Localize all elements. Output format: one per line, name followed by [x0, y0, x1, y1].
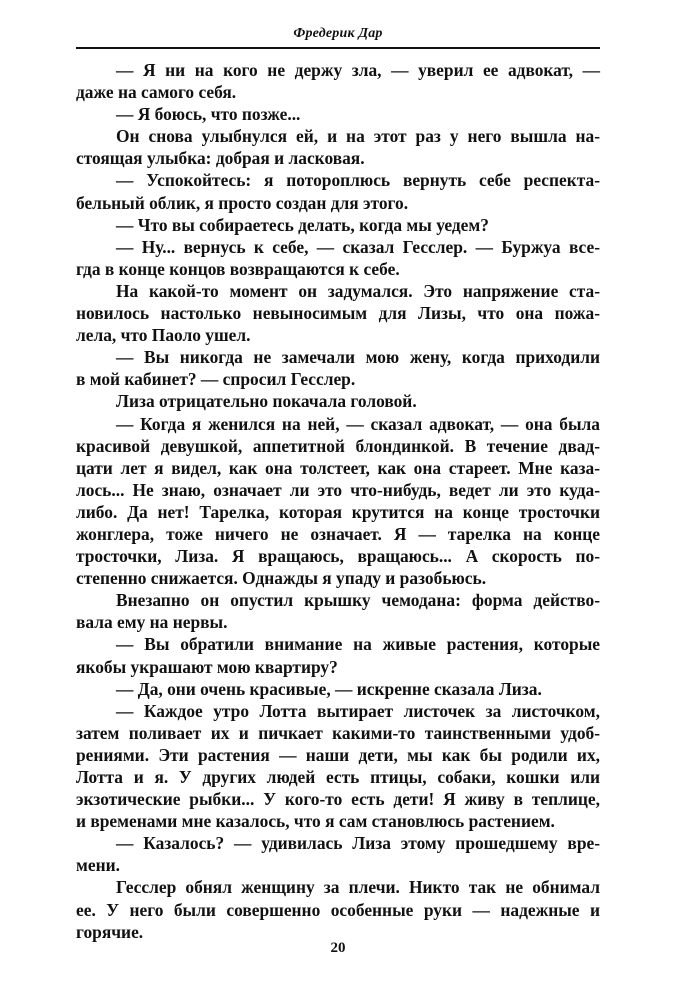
text-line: якобы украшают мою квартиру? — [76, 656, 338, 677]
text-line: цати лет я видел, как она толстеет, как она стареет. Мне каза- — [76, 457, 600, 478]
text-line: мени. — [76, 855, 120, 876]
text-line: бельный облик, я просто создан для этого. — [76, 192, 409, 213]
text-line: — Я ни на кого не держу зла, — уверил ее адвокат, — — [116, 60, 600, 80]
text-line: — Да, они очень красивые, — искренне сказала Лиза. — [116, 678, 542, 699]
text-line: — Вы никогда не замечали мою жену, когда приходили — [116, 347, 600, 368]
text-line: Лотта и я. У других людей есть птицы, собаки, кошки или — [76, 767, 600, 787]
text-line: и временами мне казалось, что я сам становлюсь растением. — [76, 811, 555, 832]
text-line: Внезапно он опустил крышку чемодана: форма действо- — [116, 590, 600, 611]
text-line: лела, что Паоло ушел. — [76, 325, 251, 346]
text-line: жонглера, тоже ничего не означает. Я — тарелка на конце — [76, 523, 600, 544]
text-line: — Я боюсь, что позже... — [116, 104, 301, 125]
running-head-author: Фредерик Дар — [293, 26, 383, 41]
text-line: — Когда я женился на ней, — сказал адвокат, — она была — [116, 413, 600, 434]
header-rule — [76, 47, 600, 49]
page-number: 20 — [330, 940, 346, 956]
text-line: — Каждое утро Лотта вытирает листочек за листочком, — [116, 700, 600, 721]
text-line: — Казалось? — удивилась Лиза этому прошедшему вре- — [116, 833, 600, 854]
text-line: даже на самого себя. — [76, 82, 237, 103]
text-line: красивой девушкой, аппетитной блондинкой. В течение двад- — [76, 435, 600, 456]
text-line: — Что вы собираетесь делать, когда мы уедем? — [116, 214, 489, 235]
text-line: — Вы обратили внимание на живые растения, которые — [116, 634, 600, 655]
text-line: либо. Да нет! Тарелка, которая крутится на конце тросточки — [76, 501, 600, 522]
text-line: вала ему на нервы. — [76, 612, 228, 633]
text-line: в мой кабинет? — спросил Гесслер. — [76, 369, 356, 390]
text-line: затем поливает их и пичкает какими-то таинственными удоб- — [76, 722, 600, 743]
text-line: степенно снижается. Однажды я упаду и разобьюсь. — [76, 568, 487, 589]
text-line: рениями. Эти растения — наши дети, мы как бы родили их, — [76, 744, 600, 765]
text-line: ее. У него были совершенно особенные руки — надежные и — [76, 899, 600, 920]
text-line: экзотические рыбки... У кого-то есть дети! Я живу в теплице, — [76, 789, 600, 810]
text-line: гда в конце концов возвращаются к себе. — [76, 258, 400, 279]
text-line: горячие. — [76, 921, 144, 942]
text-line: Лиза отрицательно покачала головой. — [116, 391, 417, 412]
text-line: — Успокойтесь: я потороплюсь вернуть себе респекта- — [116, 170, 600, 191]
text-line: лось... Не знаю, означает ли это что-нибудь, ведет ли это куда- — [76, 479, 600, 500]
text-line: Гесслер обнял женщину за плечи. Никто так не обнимал — [116, 877, 600, 898]
text-line: — Ну... вернусь к себе, — сказал Гесслер. — Буржуа все- — [116, 236, 600, 257]
text-line: тросточки, Лиза. Я вращаюсь, вращаюсь... А скорость по- — [76, 546, 600, 567]
book-page — [76, 0, 600, 1000]
body-text — [76, 59, 600, 943]
text-line: новилось настолько невыносимым для Лизы, что она пожа- — [76, 303, 600, 324]
text-line: стоящая улыбка: добрая и ласковая. — [76, 148, 365, 169]
text-line: Он снова улыбнулся ей, и на этот раз у него вышла на- — [116, 126, 600, 147]
text-line: На какой-то момент он задумался. Это напряжение ста- — [116, 280, 600, 301]
